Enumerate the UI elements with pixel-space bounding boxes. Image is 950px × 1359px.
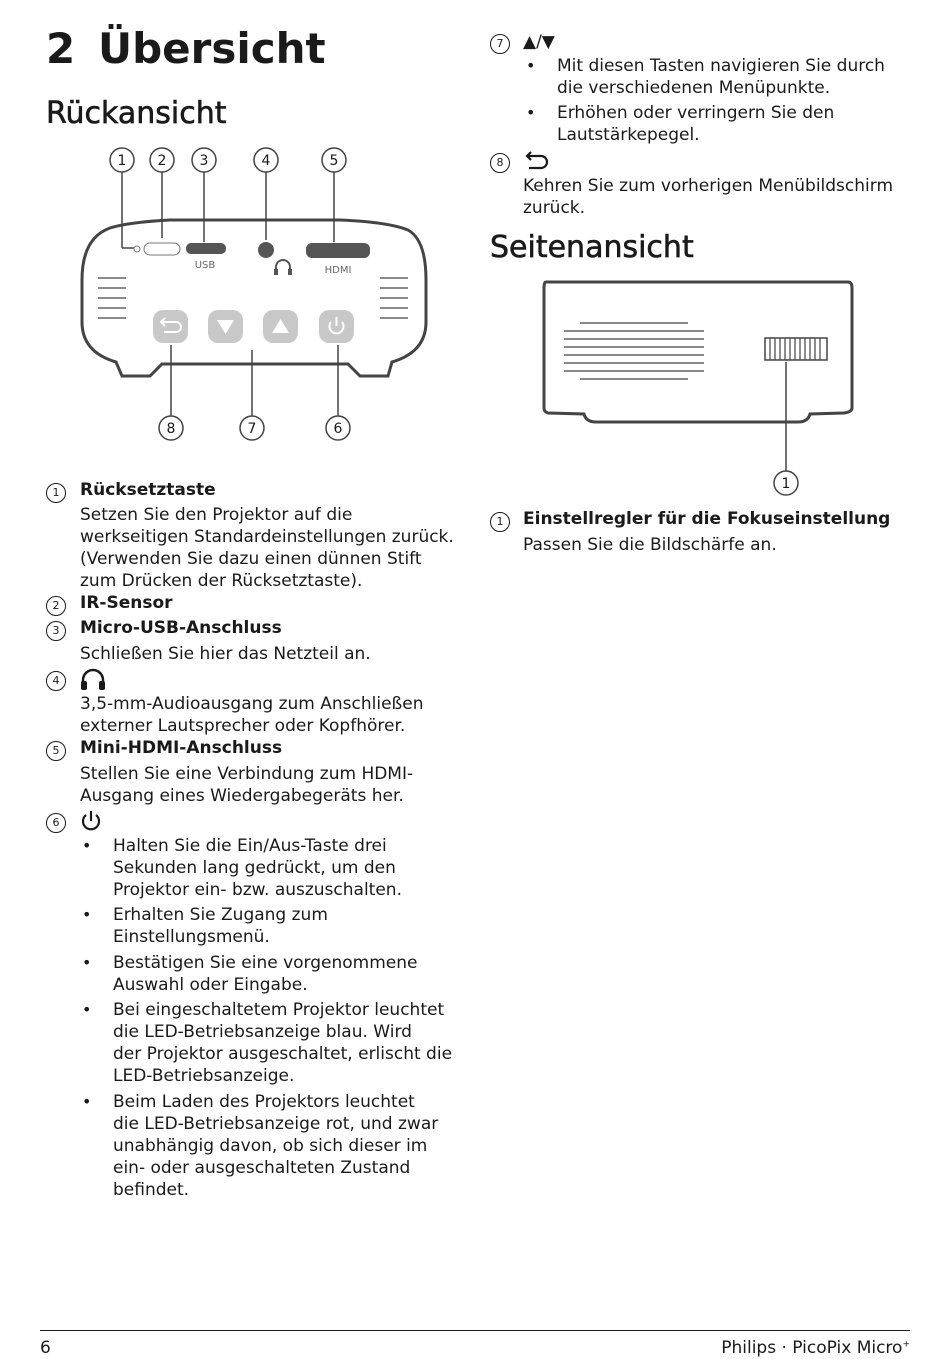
focus-wheel xyxy=(765,338,827,360)
side-view-heading: Seitenansicht xyxy=(490,230,694,265)
chapter-title xyxy=(46,24,326,73)
bullet-text: die LED-Betriebsanzeige blau. Wird xyxy=(113,1022,412,1042)
bullet-text: Mit diesen Tasten navigieren Sie durch xyxy=(557,56,885,76)
bullet-text: Lautstärkepegel. xyxy=(557,125,700,145)
bullet-text: Auswahl oder Eingabe. xyxy=(113,975,308,995)
bullet-text: ein- oder ausgeschalteten Zustand xyxy=(113,1158,411,1178)
bullet-text: Einstellungsmenü. xyxy=(113,927,270,947)
bullet-text: Projektor ein- bzw. auszuschalten. xyxy=(113,880,402,900)
bullet: • xyxy=(82,836,92,855)
item-number: 8 xyxy=(490,153,510,173)
item-title: IR-Sensor xyxy=(80,593,173,613)
item-text: Kehren Sie zum vorherigen Menübildschirm xyxy=(523,176,894,196)
bullet-text: die verschiedenen Menüpunkte. xyxy=(557,78,831,98)
bullet: • xyxy=(526,56,536,75)
footer-brand xyxy=(721,1338,910,1358)
callout-1-label: 1 xyxy=(117,153,127,169)
callout-3-label: 3 xyxy=(199,153,209,169)
item-number: 6 xyxy=(46,813,66,833)
led-indicator xyxy=(134,246,140,252)
item-number: 7 xyxy=(490,34,510,54)
power-icon xyxy=(80,810,102,832)
item-text: zum Drücken der Rücksetztaste). xyxy=(80,571,363,591)
bullet-text: Sekunden lang gedrückt, um den xyxy=(113,858,396,878)
item-text: 3,5-mm-Audioausgang zum Anschließen xyxy=(80,694,424,714)
item-text: Passen Sie die Bildschärfe an. xyxy=(523,535,777,555)
bullet-text: Bestätigen Sie eine vorgenommene xyxy=(113,953,418,973)
back-icon xyxy=(523,151,549,171)
item-text: Ausgang eines Wiedergabegeräts her. xyxy=(80,786,404,806)
side-view-diagram xyxy=(540,278,860,498)
left-vent xyxy=(98,278,126,318)
bullet-text: befindet. xyxy=(113,1180,190,1200)
item-number: 1 xyxy=(490,512,510,532)
hdmi-label: HDMI xyxy=(324,265,352,276)
callout-6-label: 6 xyxy=(333,421,343,437)
bullet-text: Beim Laden des Projektors leuchtet xyxy=(113,1092,415,1112)
bullet-text: der Projektor ausgeschaltet, erlischt die xyxy=(113,1044,453,1064)
bullet-text: Erhöhen oder verringern Sie den xyxy=(557,103,835,123)
bullet-text: Bei eingeschaltetem Projektor leuchtet xyxy=(113,1000,445,1020)
item-number: 4 xyxy=(46,671,66,691)
bullet-text: LED-Betriebsanzeige. xyxy=(113,1066,295,1086)
audio-jack xyxy=(258,242,274,258)
item-title: Micro-USB-Anschluss xyxy=(80,618,282,638)
side-callout-1-label: 1 xyxy=(781,476,791,492)
projector-rear-body xyxy=(82,220,426,376)
usb-label: USB xyxy=(194,260,216,271)
item-title: Rücksetztaste xyxy=(80,480,216,500)
side-vent xyxy=(564,323,704,379)
item-text: werkseitigen Standardeinstellungen zurück. xyxy=(80,527,454,547)
chapter-title-text: Übersicht xyxy=(98,24,326,73)
arrow-keys-symbol: ▲/▼ xyxy=(523,32,555,52)
bullet: • xyxy=(82,953,92,972)
right-vent xyxy=(380,278,408,318)
callout-4-label: 4 xyxy=(261,153,271,169)
item-text: (Verwenden Sie dazu einen dünnen Stift xyxy=(80,549,422,569)
bullet-text: unabhängig davon, ob sich dieser im xyxy=(113,1136,428,1156)
item-text: externer Lautsprecher oder Kopfhörer. xyxy=(80,716,406,736)
headphones-icon xyxy=(80,668,106,692)
item-text: Stellen Sie eine Verbindung zum HDMI- xyxy=(80,764,414,784)
footer-brand-text: Philips · PicoPix Micro xyxy=(721,1338,903,1358)
bullet: • xyxy=(526,103,536,122)
bullet-text: Erhalten Sie Zugang zum xyxy=(113,905,328,925)
item-title: Mini-HDMI-Anschluss xyxy=(80,738,283,758)
footer-brand-sup: + xyxy=(902,1339,910,1350)
headphones-icon xyxy=(276,260,290,274)
footer-rule xyxy=(40,1330,910,1331)
rear-view-diagram xyxy=(70,140,440,445)
callout-7-label: 7 xyxy=(247,421,257,437)
projector-side-body xyxy=(544,282,852,422)
item-text: zurück. xyxy=(523,198,586,218)
item-number: 2 xyxy=(46,596,66,616)
page-number: 6 xyxy=(40,1338,51,1358)
chapter-number: 2 xyxy=(46,24,76,73)
power-button xyxy=(319,310,354,343)
item-number: 1 xyxy=(46,483,66,503)
bullet-text: Halten Sie die Ein/Aus-Taste drei xyxy=(113,836,387,856)
bullet-text: die LED-Betriebsanzeige rot, und zwar xyxy=(113,1114,439,1134)
usb-port xyxy=(186,243,226,254)
item-number: 5 xyxy=(46,741,66,761)
bullet: • xyxy=(82,1092,92,1111)
ir-sensor xyxy=(144,243,180,255)
item-text: Setzen Sie den Projektor auf die xyxy=(80,505,353,525)
rear-view-heading: Rückansicht xyxy=(46,96,227,131)
hdmi-port xyxy=(306,243,370,258)
back-button xyxy=(153,310,188,343)
item-title: Einstellregler für die Fokuseinstellung xyxy=(523,509,891,529)
bullet: • xyxy=(82,905,92,924)
callout-2-label: 2 xyxy=(157,153,167,169)
bullet: • xyxy=(82,1000,92,1019)
item-number: 3 xyxy=(46,621,66,641)
item-text: Schließen Sie hier das Netzteil an. xyxy=(80,644,371,664)
callout-5-label: 5 xyxy=(329,153,339,169)
callout-8-label: 8 xyxy=(166,421,176,437)
